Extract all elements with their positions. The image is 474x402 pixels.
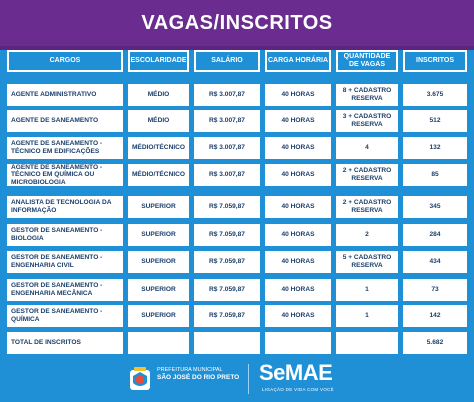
- column-header-carga-horaria: CARGA HORÁRIA: [265, 50, 331, 72]
- cargo-cell: GESTOR DE SANEAMENTO - ENGENHARIA MECÂNICA: [7, 279, 123, 301]
- inscritos-cell: 142: [403, 305, 467, 327]
- escolaridade-cell: MÉDIO/TÉCNICO: [128, 164, 189, 186]
- salario-cell: R$ 3.007,87: [194, 137, 260, 159]
- cargo-cell: ANALISTA DE TECNOLOGIA DA INFORMAÇÃO: [7, 196, 123, 218]
- carga-horaria-cell: 40 HORAS: [265, 279, 331, 301]
- cargo-cell: TOTAL DE INSCRITOS: [7, 332, 123, 354]
- salario-cell: R$ 7.059,87: [194, 224, 260, 246]
- page-title: VAGAS/INSCRITOS: [141, 11, 333, 34]
- cargo-cell: GESTOR DE SANEAMENTO - QUÍMICA: [7, 305, 123, 327]
- inscritos-cell: 85: [403, 164, 467, 186]
- vagas-cell: 2: [336, 224, 398, 246]
- salario-cell: R$ 3.007,87: [194, 164, 260, 186]
- vagas-cell: 8 + CADASTRO RESERVA: [336, 84, 398, 106]
- vagas-cell: 2 + CADASTRO RESERVA: [336, 164, 398, 186]
- escolaridade-cell: SUPERIOR: [128, 279, 189, 301]
- salario-cell: [194, 332, 260, 354]
- column-header-salario: SALÁRIO: [194, 50, 260, 72]
- vagas-cell: 5 + CADASTRO RESERVA: [336, 251, 398, 273]
- vagas-cell: 4: [336, 137, 398, 159]
- escolaridade-cell: SUPERIOR: [128, 305, 189, 327]
- prefeitura-line-1: PREFEITURA MUNICIPAL: [157, 367, 223, 373]
- column-header-quantidade-vagas: QUANTIDADE DE VAGAS: [336, 50, 398, 72]
- semae-tagline: LIGAÇÃO DE VIDA COM VOCÊ: [262, 387, 334, 392]
- escolaridade-cell: MÉDIO: [128, 110, 189, 132]
- footer-divider: [248, 364, 249, 394]
- salario-cell: R$ 3.007,87: [194, 84, 260, 106]
- column-header-escolaridade: ESCOLARIDADE: [128, 50, 189, 72]
- column-header-cargos: CARGOS: [7, 50, 123, 72]
- inscritos-cell: 434: [403, 251, 467, 273]
- inscritos-cell: 5.682: [403, 332, 467, 354]
- carga-horaria-cell: 40 HORAS: [265, 84, 331, 106]
- footer: [0, 356, 474, 402]
- cargo-cell: AGENTE DE SANEAMENTO - TÉCNICO EM EDIFICAÇÕES: [7, 137, 123, 159]
- inscritos-cell: 284: [403, 224, 467, 246]
- vagas-cell: 1: [336, 279, 398, 301]
- prefeitura-label: [157, 367, 239, 382]
- semae-logo: SeMAE: [259, 360, 333, 385]
- prefeitura-seal-icon: [128, 366, 152, 392]
- escolaridade-cell: SUPERIOR: [128, 196, 189, 218]
- salario-cell: R$ 3.007,87: [194, 110, 260, 132]
- inscritos-cell: 512: [403, 110, 467, 132]
- carga-horaria-cell: 40 HORAS: [265, 251, 331, 273]
- escolaridade-cell: MÉDIO/TÉCNICO: [128, 137, 189, 159]
- vagas-cell: [336, 332, 398, 354]
- vagas-cell: 1: [336, 305, 398, 327]
- cargo-cell: GESTOR DE SANEAMENTO - BIOLOGIA: [7, 224, 123, 246]
- prefeitura-line-2: SÃO JOSÉ DO RIO PRETO: [157, 373, 240, 381]
- vagas-cell: 2 + CADASTRO RESERVA: [336, 196, 398, 218]
- inscritos-cell: 345: [403, 196, 467, 218]
- carga-horaria-cell: 40 HORAS: [265, 196, 331, 218]
- salario-cell: R$ 7.059,87: [194, 251, 260, 273]
- inscritos-cell: 3.675: [403, 84, 467, 106]
- column-header-inscritos: INSCRITOS: [403, 50, 467, 72]
- carga-horaria-cell: 40 HORAS: [265, 305, 331, 327]
- inscritos-cell: 132: [403, 137, 467, 159]
- escolaridade-cell: SUPERIOR: [128, 224, 189, 246]
- carga-horaria-cell: 40 HORAS: [265, 224, 331, 246]
- carga-horaria-cell: [265, 332, 331, 354]
- cargo-cell: GESTOR DE SANEAMENTO - ENGENHARIA CIVIL: [7, 251, 123, 273]
- cargo-cell: AGENTE DE SANEAMENTO: [7, 110, 123, 132]
- inscritos-cell: 73: [403, 279, 467, 301]
- title-banner: [0, 0, 474, 46]
- vagas-cell: 3 + CADASTRO RESERVA: [336, 110, 398, 132]
- cargo-cell: AGENTE DE SANEAMENTO - TÉCNICO EM QUÍMICA OU MICROBIOLOGIA: [7, 164, 123, 186]
- cargo-cell: AGENTE ADMINISTRATIVO: [7, 84, 123, 106]
- escolaridade-cell: SUPERIOR: [128, 251, 189, 273]
- salario-cell: R$ 7.059,87: [194, 196, 260, 218]
- carga-horaria-cell: 40 HORAS: [265, 137, 331, 159]
- carga-horaria-cell: 40 HORAS: [265, 164, 331, 186]
- escolaridade-cell: [128, 332, 189, 354]
- salario-cell: R$ 7.059,87: [194, 279, 260, 301]
- carga-horaria-cell: 40 HORAS: [265, 110, 331, 132]
- escolaridade-cell: MÉDIO: [128, 84, 189, 106]
- salario-cell: R$ 7.059,87: [194, 305, 260, 327]
